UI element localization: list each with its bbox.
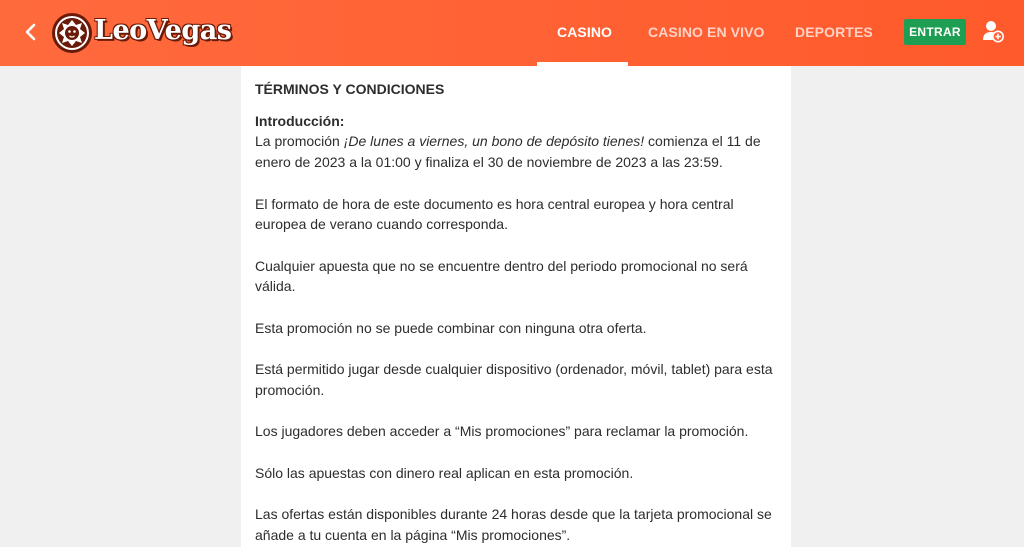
- nav-casino[interactable]: CASINO: [557, 24, 613, 40]
- nav-deportes[interactable]: DEPORTES: [795, 24, 873, 40]
- terms-paragraph: Los jugadores deben acceder a “Mis promociones” para reclamar la promoción.: [255, 423, 749, 440]
- brand-name: LeoVegas: [94, 15, 232, 46]
- nav-casino-en-vivo[interactable]: CASINO EN VIVO: [648, 24, 765, 40]
- terms-paragraph: Las ofertas están disponibles durante 24 horas desde que la tarjeta promocional se añade a tu cuenta en la página “Mis promociones”.: [255, 505, 772, 543]
- leovegas-logo[interactable]: [50, 10, 232, 56]
- intro-text: La promoción ¡De lunes a viernes, un bono de depósito tienes! comienza el 11 de enero de 2023 a la 01:00 y finaliza el 30 de noviembre de 2023 a las 23:59.: [255, 133, 761, 171]
- terms-panel: [241, 66, 791, 547]
- login-button[interactable]: ENTRAR: [904, 19, 966, 45]
- top-header: [0, 0, 1024, 66]
- terms-paragraph: Sólo las apuestas con dinero real aplican en esta promoción.: [255, 464, 634, 481]
- intro-heading: Introducción:: [255, 112, 345, 129]
- lion-icon: [50, 11, 94, 55]
- promo-name: ¡De lunes a viernes, un bono de depósito tienes!: [343, 133, 645, 150]
- back-arrow-icon[interactable]: [20, 20, 42, 44]
- intro-section: [255, 111, 777, 173]
- terms-paragraph: El formato de hora de este documento es hora central europea y hora central europea de verano cuando corresponda.: [255, 195, 734, 233]
- terms-paragraph: Está permitido jugar desde cualquier dispositivo (ordenador, móvil, tablet) para esta promoción.: [255, 361, 773, 398]
- terms-paragraph: Cualquier apuesta que no se encuentre dentro del periodo promocional no será válida.: [255, 257, 748, 295]
- terms-paragraph: Esta promoción no se puede combinar con ninguna otra oferta.: [255, 319, 647, 336]
- page-title: TÉRMINOS Y CONDICIONES: [255, 81, 445, 97]
- user-add-icon[interactable]: [982, 19, 1004, 43]
